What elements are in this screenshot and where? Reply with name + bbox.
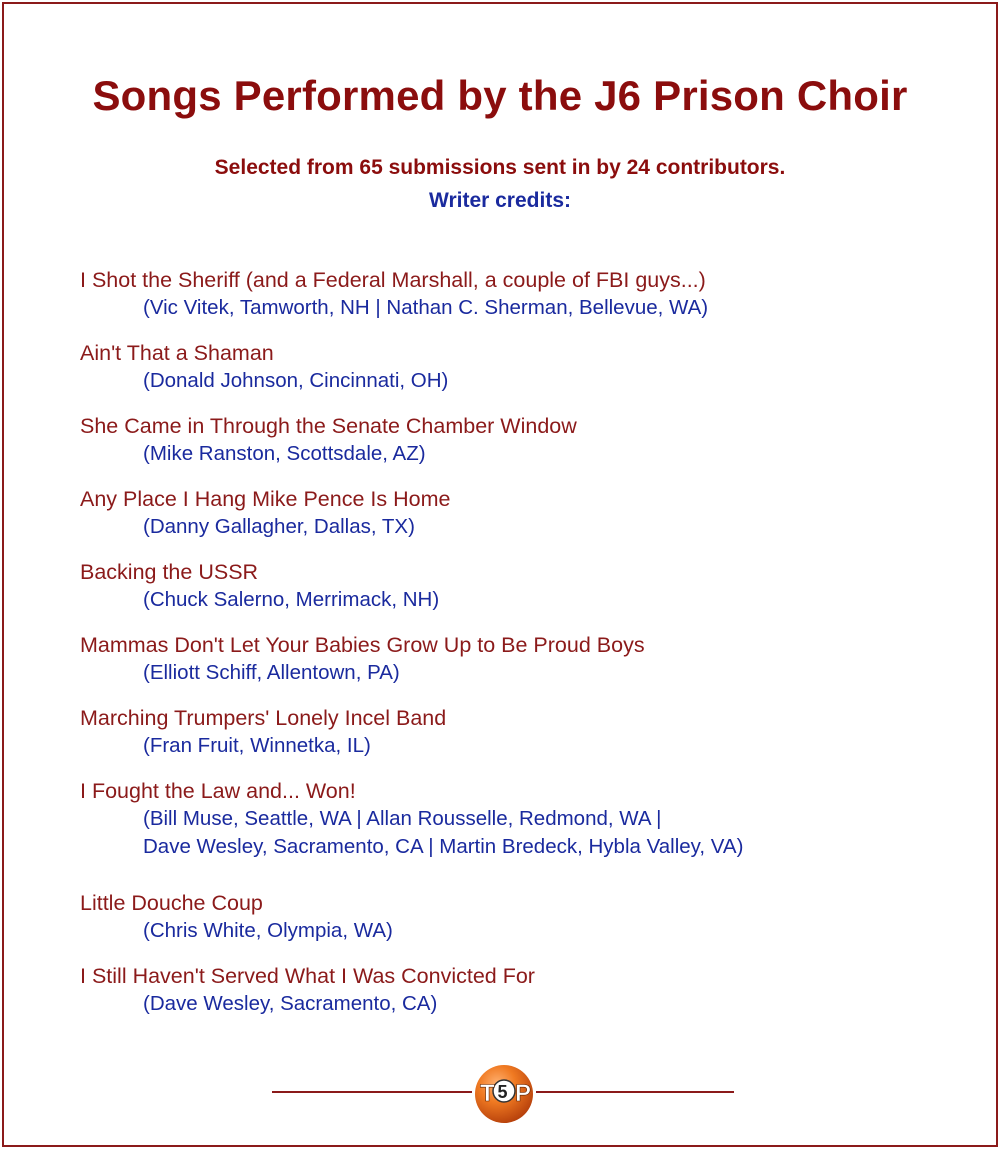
song-entry — [80, 889, 960, 945]
song-title: Little Douche Coup — [80, 891, 263, 915]
page-frame — [2, 2, 998, 1147]
song-entry — [80, 558, 960, 614]
song-writer-credit: (Chris White, Olympia, WA) — [143, 919, 393, 942]
song-title: I Still Haven't Served What I Was Convicted For — [80, 964, 535, 988]
song-entry — [80, 339, 960, 395]
song-writer-credit: (Chuck Salerno, Merrimack, NH) — [143, 588, 440, 611]
song-title: Marching Trumpers' Lonely Incel Band — [80, 706, 447, 730]
logo-number-five: 5 — [497, 1082, 508, 1102]
writer-credits-label: Writer credits: — [429, 189, 571, 212]
song-title: Backing the USSR — [80, 560, 259, 584]
song-title: I Fought the Law and... Won! — [80, 779, 356, 803]
song-entry — [80, 485, 960, 541]
song-entry — [80, 266, 960, 322]
logo-letter-t: T — [480, 1080, 495, 1107]
song-title: I Shot the Sheriff (and a Federal Marshall, a couple of FBI guys...) — [80, 268, 706, 292]
song-writer-credit: (Donald Johnson, Cincinnati, OH) — [143, 369, 449, 392]
footer-divider-left — [272, 1091, 472, 1093]
song-writer-credit: (Bill Muse, Seattle, WA | Allan Rousselle, Redmond, WA | — [143, 807, 662, 830]
song-title: Any Place I Hang Mike Pence Is Home — [80, 487, 451, 511]
page-subtitle: Selected from 65 submissions sent in by 24 contributors. — [214, 156, 786, 179]
song-entry — [80, 412, 960, 468]
song-writer-credit: Dave Wesley, Sacramento, CA | Martin Bredeck, Hybla Valley, VA) — [143, 835, 744, 858]
footer-divider-right — [536, 1091, 734, 1093]
song-title: Mammas Don't Let Your Babies Grow Up to Be Proud Boys — [80, 633, 645, 657]
top5-logo — [470, 1063, 538, 1125]
song-writer-credit: (Danny Gallagher, Dallas, TX) — [143, 515, 415, 538]
song-entry — [80, 704, 960, 760]
song-title: She Came in Through the Senate Chamber Window — [80, 414, 577, 438]
page-title: Songs Performed by the J6 Prison Choir — [92, 72, 908, 119]
logo-letter-p: P — [515, 1080, 532, 1107]
song-entry — [80, 777, 960, 861]
song-list — [80, 266, 960, 1035]
song-writer-credit: (Mike Ranston, Scottsdale, AZ) — [143, 442, 426, 465]
song-writer-credit: (Elliott Schiff, Allentown, PA) — [143, 661, 400, 684]
song-title: Ain't That a Shaman — [80, 341, 274, 365]
song-writer-credit: (Vic Vitek, Tamworth, NH | Nathan C. Sherman, Bellevue, WA) — [143, 296, 709, 319]
song-writer-credit: (Fran Fruit, Winnetka, IL) — [143, 734, 371, 757]
song-entry — [80, 962, 960, 1018]
song-entry — [80, 631, 960, 687]
song-writer-credit: (Dave Wesley, Sacramento, CA) — [143, 992, 438, 1015]
